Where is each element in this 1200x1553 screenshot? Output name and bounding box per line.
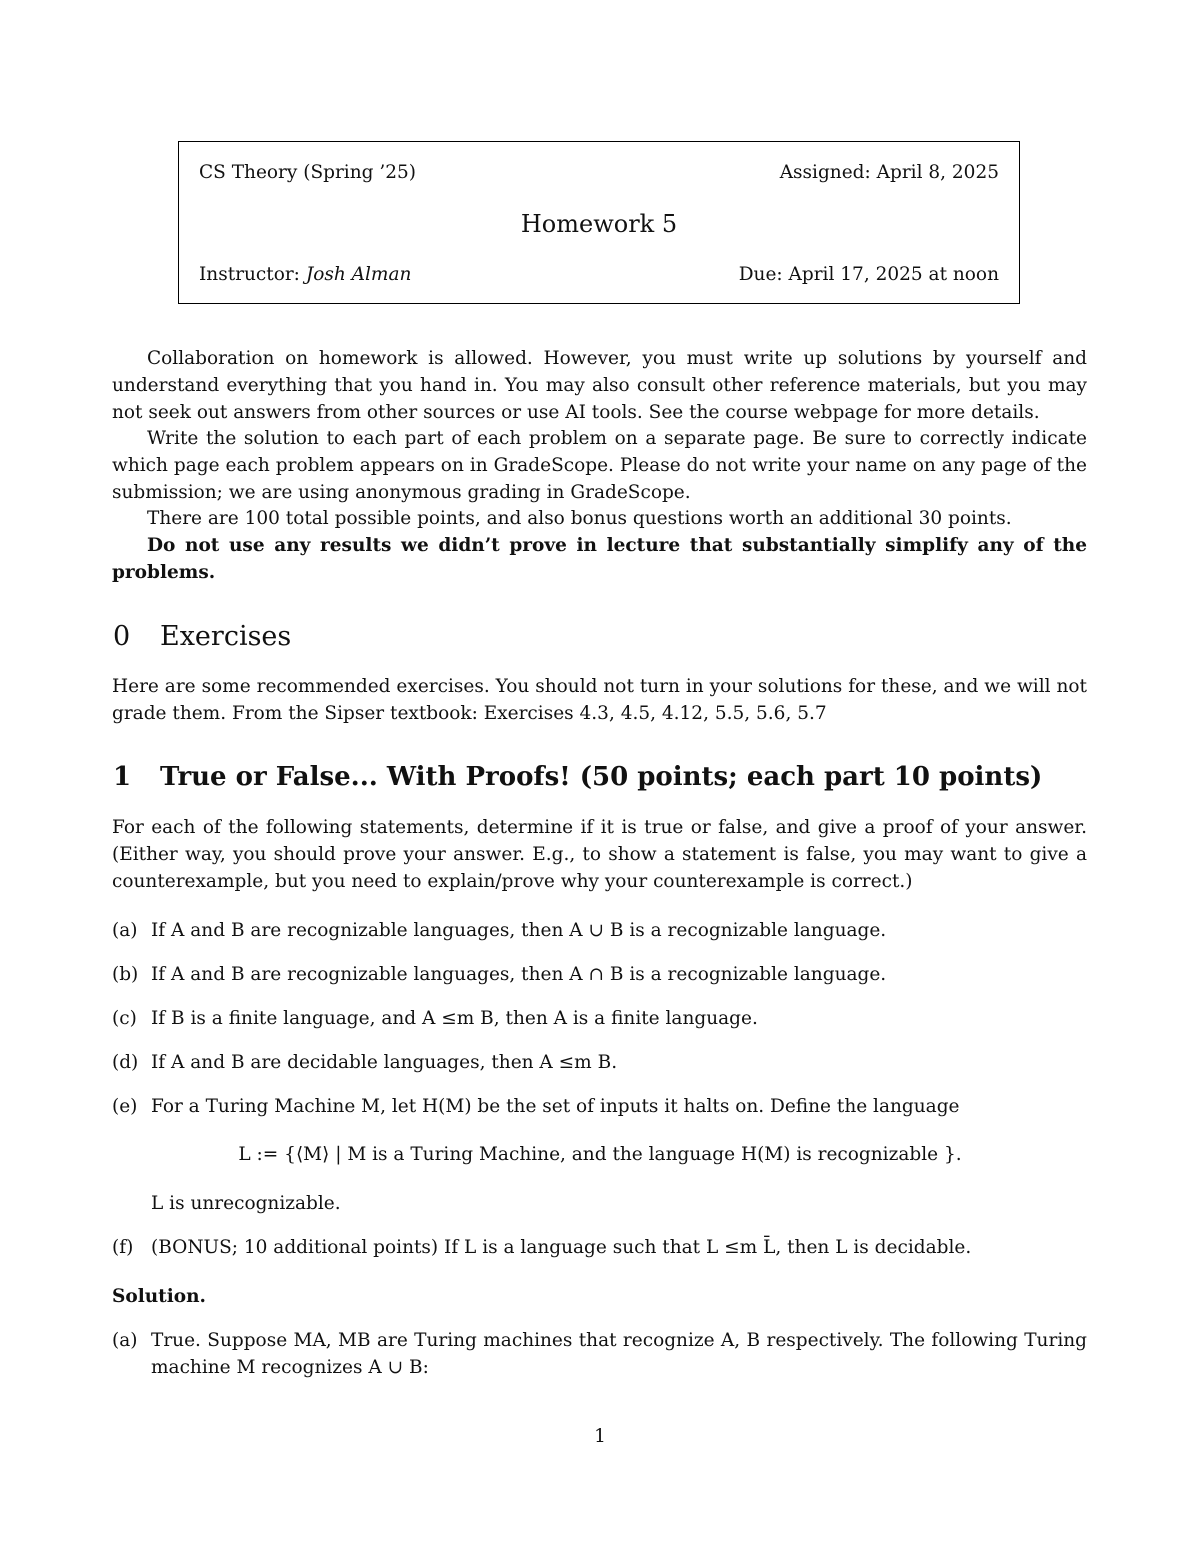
intro-collaboration: Collaboration on homework is allowed. However, you must write up solutions by yourself and understand everything that you hand in. You may also consult other reference materials, but you may not seek out answers from other sources or use AI tools. See the course webpage for more details. — [112, 348, 1087, 423]
item-label: (d) — [112, 1052, 139, 1073]
item-label: (f) — [112, 1237, 134, 1258]
problem-item-f — [112, 1235, 1087, 1262]
section-number: 0 — [113, 621, 131, 652]
item-label: (a) — [112, 1330, 138, 1351]
problem-item-a — [112, 918, 1087, 945]
problem-item-e-conclusion — [112, 1191, 1087, 1218]
course-name: CS Theory (Spring ’25) — [199, 162, 416, 183]
true-false-instructions: For each of the following statements, determine if it is true or false, and give a proof of your answer. (Either way, you should prove your answer. E.g., to show a statement is false, you may want to give a counterexample, but you need to explain/prove why your counterexample is correct.) — [112, 817, 1087, 892]
item-text: If B is a finite language, and A ≤m B, then A is a finite language. — [151, 1008, 758, 1029]
exercises-body: Here are some recommended exercises. You should not turn in your solutions for these, and we will not grade them. From the Sipser textbook: Exercises 4.3, 4.5, 4.12, 5.5, 5.6, 5.7 — [112, 676, 1087, 724]
item-text: For a Turing Machine M, let H(M) be the set of inputs it halts on. Define the language — [151, 1096, 960, 1117]
item-label: (a) — [112, 920, 138, 941]
problem-item-e — [112, 1094, 1087, 1121]
intro-points: There are 100 total possible points, and also bonus questions worth an additional 30 points. — [147, 508, 1012, 529]
display-equation: L := {⟨M⟩ | M is a Turing Machine, and the language H(M) is recognizable }. — [238, 1144, 962, 1165]
item-label: (c) — [112, 1008, 137, 1029]
section-heading-exercises — [113, 623, 291, 650]
section-heading-true-false — [113, 764, 1042, 790]
item-text: If A and B are decidable languages, then A ≤m B. — [151, 1052, 618, 1073]
homework-title: Homework 5 — [520, 210, 678, 238]
problem-item-c — [112, 1006, 1087, 1033]
item-text: If A and B are recognizable languages, then A ∪ B is a recognizable language. — [151, 920, 887, 941]
instructor-line — [199, 266, 411, 285]
item-label: (e) — [112, 1096, 138, 1117]
solution-heading: Solution. — [112, 1286, 206, 1307]
intro-warning: Do not use any results we didn’t prove in lecture that substantially simplify any of the problems. — [112, 535, 1087, 583]
problem-item-d — [112, 1050, 1087, 1077]
item-text: L is unrecognizable. — [151, 1193, 341, 1214]
page-number: 1 — [594, 1426, 606, 1447]
instructor-name: Josh Alman — [305, 264, 412, 285]
problem-item-b — [112, 962, 1087, 989]
intro-submission: Write the solution to each part of each problem on a separate page. Be sure to correctly indicate which page each problem appears on in GradeScope. Please do not write your name on any page of the submission; we are using anonymous grading in GradeScope. — [112, 428, 1087, 503]
solution-item-a — [112, 1328, 1087, 1382]
item-text: (BONUS; 10 additional points) If L is a language such that L ≤m L̄, then L is decidable. — [151, 1237, 972, 1258]
header-box — [178, 141, 1020, 304]
section-title: True or False... With Proofs! (50 points; each part 10 points) — [160, 762, 1043, 792]
instructor-label: Instructor: — [199, 264, 300, 285]
section-title: Exercises — [160, 621, 292, 652]
item-text: If A and B are recognizable languages, then A ∩ B is a recognizable language. — [151, 964, 887, 985]
item-text: True. Suppose MA, MB are Turing machines that recognize A, B respectively. The following Turing machine M recognizes A ∪ B: — [151, 1330, 1087, 1378]
assigned-date: Assigned: April 8, 2025 — [779, 162, 999, 183]
section-number: 1 — [113, 762, 132, 792]
item-label: (b) — [112, 964, 139, 985]
due-date: Due: April 17, 2025 at noon — [738, 264, 999, 285]
